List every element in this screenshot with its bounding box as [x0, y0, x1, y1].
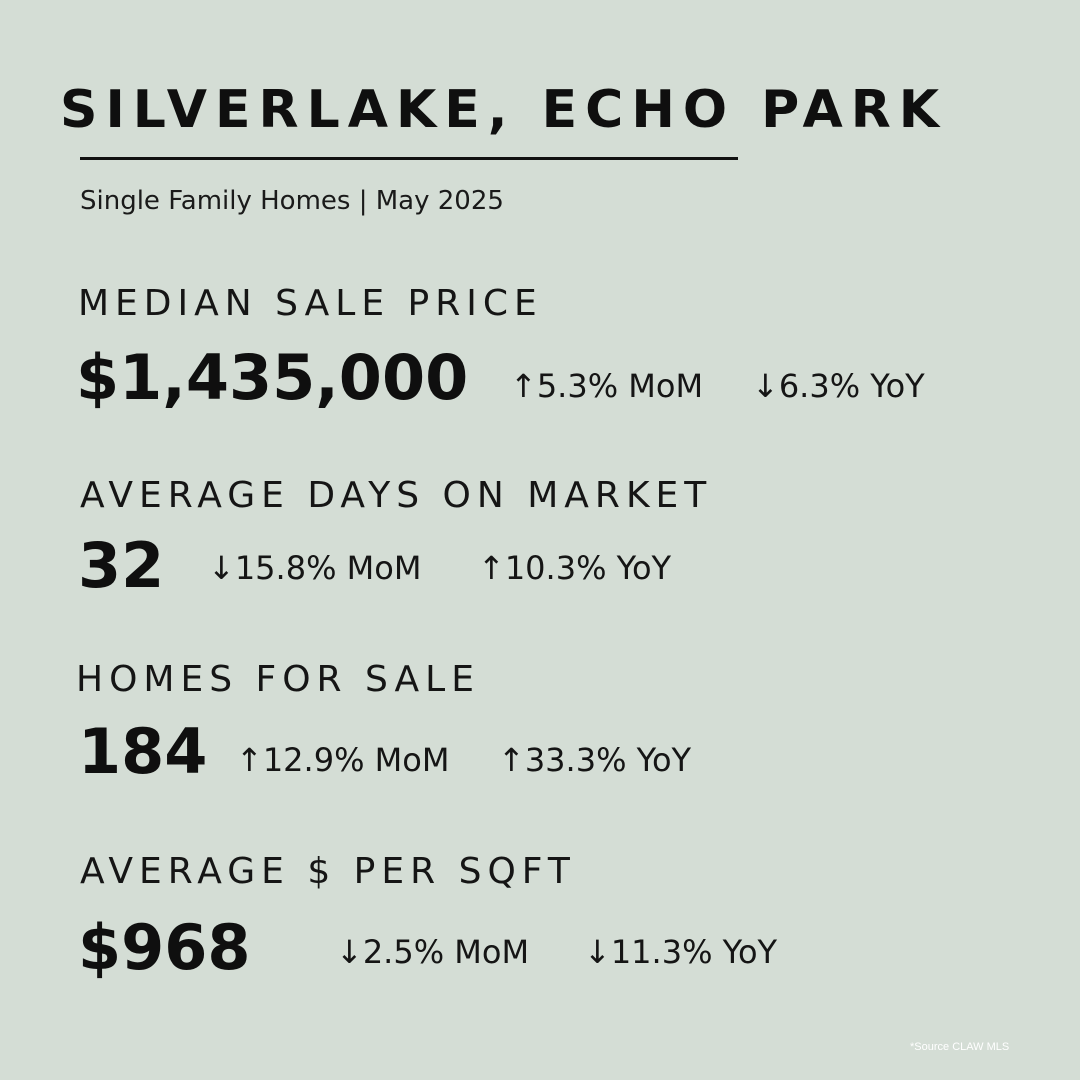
price-per-sqft-mom-change: ↓2.5% MoM	[336, 933, 530, 971]
days-on-market-value: 32	[78, 529, 165, 602]
source-note: *Source CLAW MLS	[910, 1041, 1010, 1053]
median-sale-price-value: $1,435,000	[76, 341, 469, 414]
days-on-market-yoy-change: ↑10.3% YoY	[478, 549, 672, 587]
title-divider	[80, 157, 738, 160]
price-per-sqft-label: AVERAGE $ PER SQFT	[80, 851, 576, 892]
price-per-sqft-yoy-change: ↓11.3% YoY	[584, 933, 778, 971]
report-subtitle: Single Family Homes | May 2025	[80, 186, 504, 216]
page-title: SILVERLAKE, ECHO PARK	[60, 80, 948, 140]
price-per-sqft-value: $968	[78, 911, 251, 984]
median-sale-price-mom-change: ↑5.3% MoM	[510, 367, 704, 405]
homes-for-sale-label: HOMES FOR SALE	[76, 659, 480, 700]
days-on-market-mom-change: ↓15.8% MoM	[208, 549, 422, 587]
days-on-market-label: AVERAGE DAYS ON MARKET	[80, 475, 713, 516]
homes-for-sale-value: 184	[78, 715, 208, 788]
homes-for-sale-mom-change: ↑12.9% MoM	[236, 741, 450, 779]
homes-for-sale-yoy-change: ↑33.3% YoY	[498, 741, 692, 779]
median-sale-price-label: MEDIAN SALE PRICE	[78, 283, 543, 324]
median-sale-price-yoy-change: ↓6.3% YoY	[752, 367, 925, 405]
